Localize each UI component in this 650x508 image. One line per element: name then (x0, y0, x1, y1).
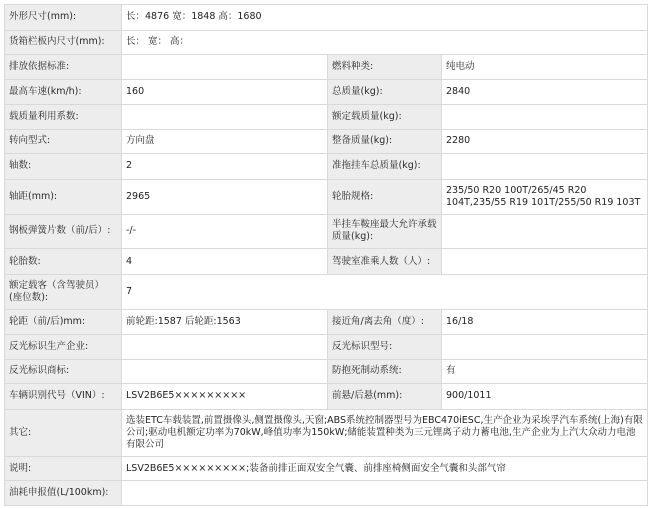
field-label: 排放依据标准: (5, 55, 122, 80)
spec-table-body (5, 5, 648, 506)
field-value: -/- (122, 214, 328, 249)
spec-row (5, 129, 648, 154)
field-label: 反光标识型号: (328, 335, 442, 360)
field-value: 2 (122, 154, 328, 180)
field-value (442, 335, 648, 360)
spec-row (5, 179, 648, 214)
field-value (442, 214, 648, 249)
field-label: 半挂车鞍座最大允许承载质量(kg): (328, 214, 442, 249)
field-label: 准拖挂车总质量(kg): (328, 154, 442, 180)
spec-row (5, 409, 648, 456)
field-label: 载质量利用系数: (5, 105, 122, 130)
field-label: 货箱栏板内尺寸(mm): (5, 30, 122, 55)
spec-row (5, 456, 648, 481)
field-label: 轴距(mm): (5, 179, 122, 214)
field-value: 160 (122, 79, 328, 105)
field-label: 外形尺寸(mm): (5, 5, 122, 31)
field-label: 反光标识商标: (5, 359, 122, 384)
spec-row (5, 79, 648, 105)
field-value: 有 (442, 359, 648, 384)
field-label: 最高车速(km/h): (5, 79, 122, 105)
field-label: 轮距（前/后)mm: (5, 309, 122, 335)
field-label: 接近角/离去角（度）: (328, 309, 442, 335)
field-label: 反光标识生产企业: (5, 335, 122, 360)
field-value: 7 (122, 274, 648, 309)
field-value: 纯电动 (442, 55, 648, 80)
field-label: 轮胎规格: (328, 179, 442, 214)
field-value (442, 105, 648, 130)
spec-row (5, 274, 648, 309)
field-value: 长： 宽： 高： (122, 30, 648, 55)
field-value (122, 359, 328, 384)
field-label: 前悬/后悬(mm): (328, 384, 442, 410)
field-label: 整备质量(kg): (328, 129, 442, 154)
spec-row (5, 154, 648, 180)
spec-row (5, 214, 648, 249)
field-value (122, 55, 328, 80)
field-label: 油耗申报值(L/100km): (5, 481, 122, 506)
field-label: 轮胎数: (5, 249, 122, 275)
field-label: 防抱死制动系统: (328, 359, 442, 384)
field-label: 其它: (5, 409, 122, 456)
field-value: 长：4876 宽：1848 高：1680 (122, 5, 648, 31)
field-value (122, 481, 648, 506)
field-label: 燃料种类: (328, 55, 442, 80)
field-value: 2280 (442, 129, 648, 154)
spec-row (5, 359, 648, 384)
field-label: 轴数: (5, 154, 122, 180)
field-value: 900/1011 (442, 384, 648, 410)
vehicle-spec-table (4, 4, 648, 506)
field-value (442, 154, 648, 180)
field-value (442, 249, 648, 275)
spec-row (5, 335, 648, 360)
field-value: 4 (122, 249, 328, 275)
field-label: 额定载质量(kg): (328, 105, 442, 130)
field-label: 驾驶室准乘人数（人）: (328, 249, 442, 275)
field-label: 转向型式: (5, 129, 122, 154)
spec-row (5, 249, 648, 275)
field-value: 选装ETC车载装置,前置摄像头,侧置摄像头,天窗;ABS系统控制器型号为EBC470iESC,生产企业为采埃孚汽车系统(上海)有限公司;驱动电机额定功率为70kW,峰值功率为150kW;储能装置种类为三元锂离子动力蓄电池,生产企业为上汽大众动力电池有限公司 (122, 409, 648, 456)
field-value: LSV2B6E5××××××××× (122, 384, 328, 410)
field-value: 235/50 R20 100T/265/45 R20 104T,235/55 R19 101T/255/50 R19 103T (442, 179, 648, 214)
field-value (122, 105, 328, 130)
spec-row (5, 384, 648, 410)
spec-row (5, 55, 648, 80)
field-value: 16/18 (442, 309, 648, 335)
field-label: 钢板弹簧片数（前/后）: (5, 214, 122, 249)
spec-row (5, 105, 648, 130)
spec-row (5, 481, 648, 506)
field-value (122, 335, 328, 360)
spec-row (5, 30, 648, 55)
field-value: 前轮距:1587 后轮距:1563 (122, 309, 328, 335)
field-label: 总质量(kg): (328, 79, 442, 105)
field-value: 方向盘 (122, 129, 328, 154)
field-label: 额定载客（含驾驶员）(座位数): (5, 274, 122, 309)
field-value: LSV2B6E5×××××××××;装备前排正面双安全气囊、前排座椅侧面安全气囊和头部气帘 (122, 456, 648, 481)
spec-row (5, 5, 648, 31)
field-value: 2840 (442, 79, 648, 105)
field-label: 说明: (5, 456, 122, 481)
field-value: 2965 (122, 179, 328, 214)
field-label: 车辆识别代号（VIN）: (5, 384, 122, 410)
spec-row (5, 309, 648, 335)
